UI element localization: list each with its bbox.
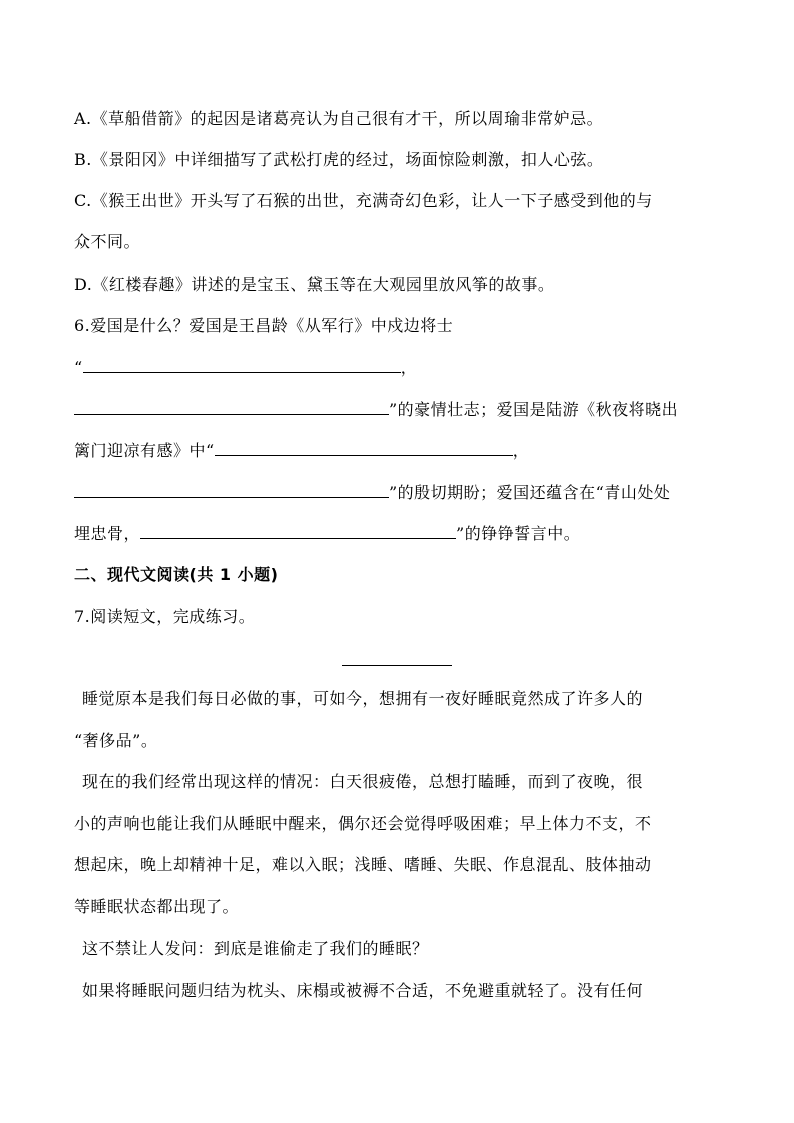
passage-p1-line2: “奢侈品”。 [74,731,158,750]
question-6-line5 [74,481,670,504]
passage-p2-line1: 现在的我们经常出现这样的情况：白天很疲倦，总想打瞌睡，而到了夜晚，很 [82,772,644,791]
option-c-line1: C.《猴王出世》开头写了石猴的出世，充满奇幻色彩，让人一下子感受到他的与 [74,191,653,210]
fill-blank-1[interactable] [83,356,401,373]
question-6-line4 [74,439,529,462]
option-c-line2: 众不同。 [74,232,141,251]
blank5-suffix: ”的铮铮誓言中。 [456,524,581,543]
passage-p2-line2: 小的声响也能让我们从睡眠中醒来，偶尔还会觉得呼吸困难；早上体力不支，不 [74,814,652,833]
question-6-line6 [74,522,580,545]
line6-prefix: 埋忠骨， [74,524,141,543]
open-quote: “ [74,358,83,377]
line4-prefix: 篱门迎凉有感》中“ [74,441,215,460]
comma: ， [512,441,530,460]
question-6-line3 [74,398,678,421]
fill-blank-5[interactable] [140,522,456,539]
passage-title-blank[interactable] [342,665,452,666]
passage-p3: 这不禁让人发问：到底是谁偷走了我们的睡眠？ [82,939,429,958]
option-d: D.《红楼春趣》讲述的是宝玉、黛玉等在大观园里放风筝的故事。 [74,275,555,294]
passage-p2-line3: 想起床，晚上却精神十足，难以入眠；浅睡、嗜睡、失眠、作息混乱、肢体抽动 [74,855,652,874]
question-7-instruction: 7.阅读短文，完成练习。 [74,607,256,626]
passage-p2-line4: 等睡眠状态都出现了。 [74,897,240,916]
passage-p1-line1: 睡觉原本是我们每日必做的事，可如今，想拥有一夜好睡眠竟然成了许多人的 [82,689,644,708]
fill-blank-2[interactable] [74,398,389,415]
blank4-suffix: ”的殷切期盼；爱国还蕴含在“青山处处 [389,483,671,502]
question-6-line1: 6.爱国是什么？爱国是王昌龄《从军行》中戍边将士 [74,316,454,335]
option-a: A.《草船借箭》的起因是诸葛亮认为自己很有才干，所以周瑜非常妒忌。 [74,109,604,128]
section-heading: 二、现代文阅读(共 1 小题) [74,565,279,584]
comma: ， [400,358,418,377]
question-6-line2 [74,356,417,379]
fill-blank-3[interactable] [215,439,513,456]
option-b: B.《景阳冈》中详细描写了武松打虎的经过，场面惊险刺激，扣人心弦。 [74,150,604,169]
blank2-suffix: ”的豪情壮志；爱国是陆游《秋夜将晓出 [389,400,679,419]
fill-blank-4[interactable] [74,481,389,498]
passage-p4-line1: 如果将睡眠问题归结为枕头、床榻或被褥不合适，不免避重就轻了。没有任何 [82,981,644,1000]
